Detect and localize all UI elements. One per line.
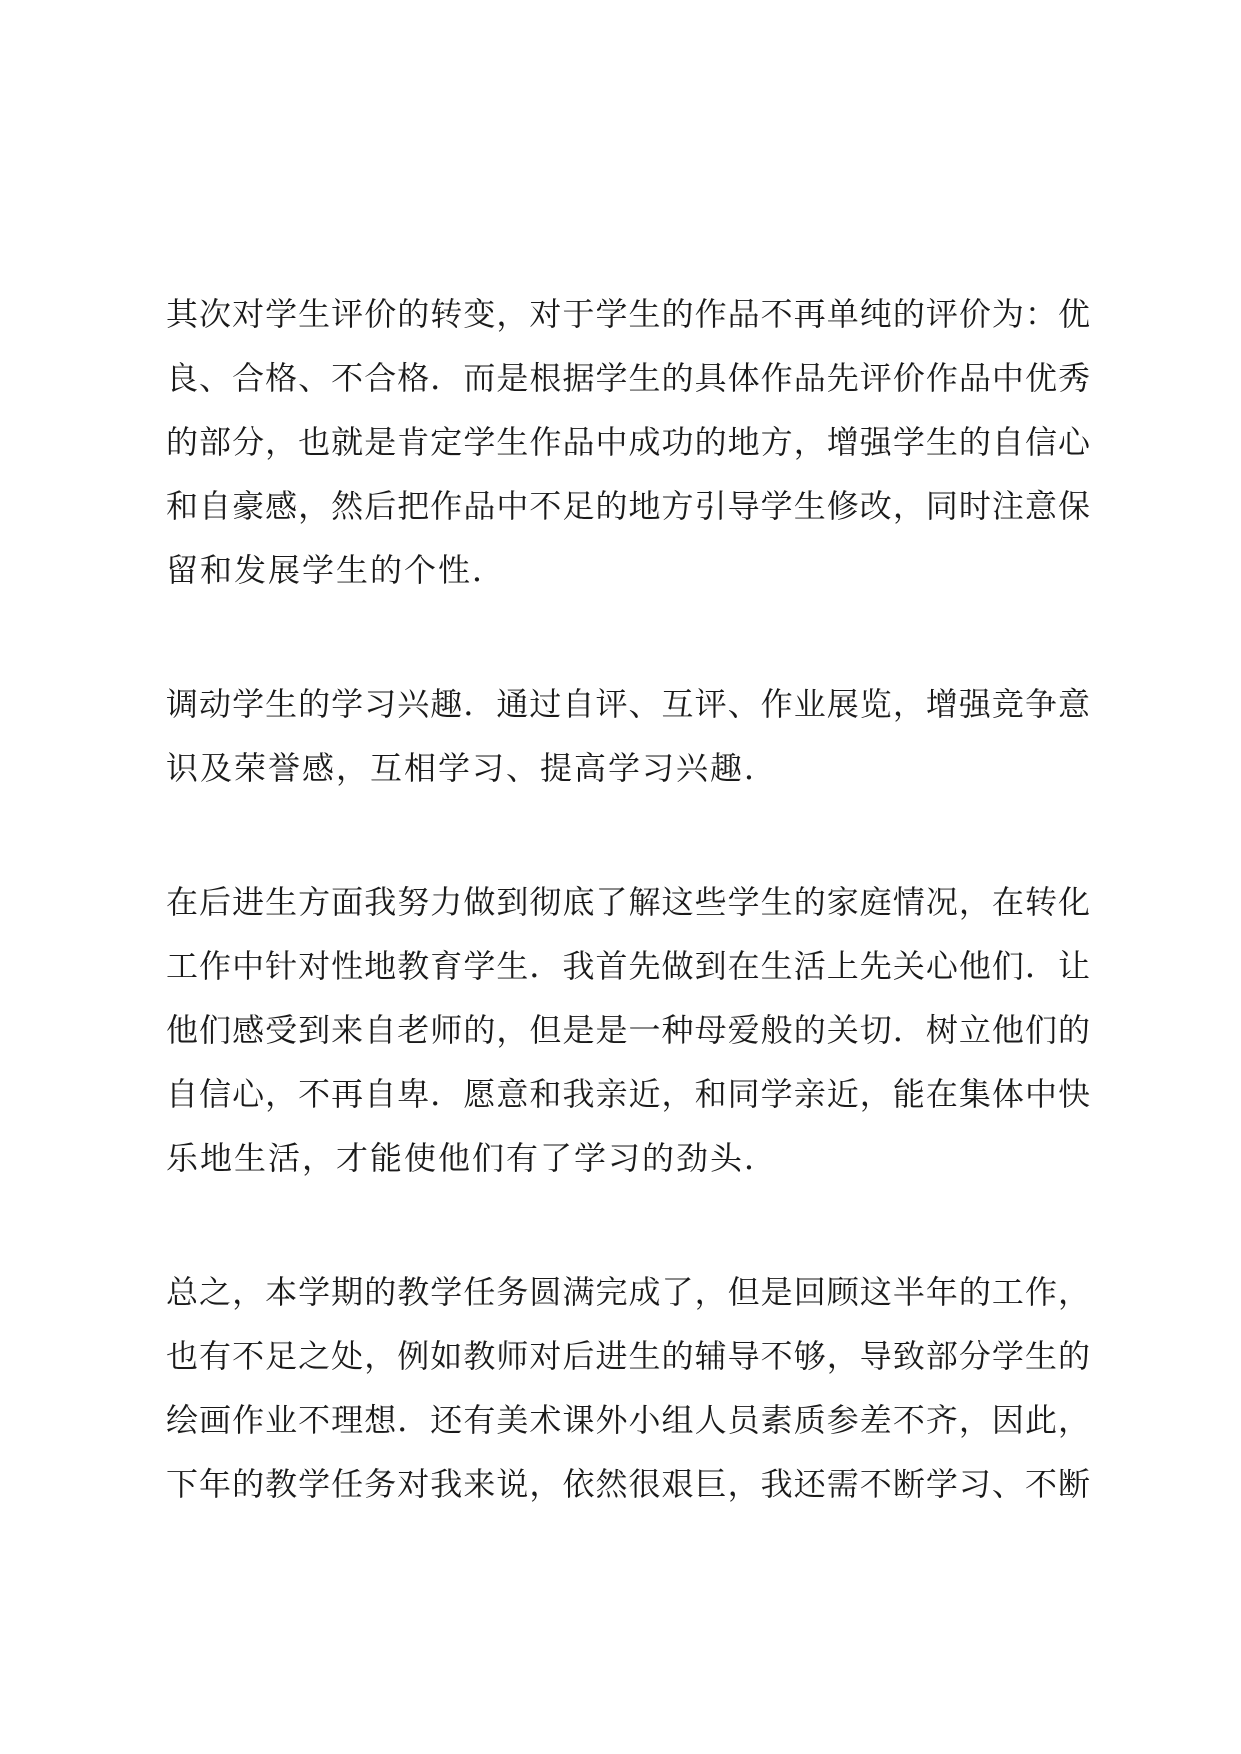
text-line: 的部分，也就是肯定学生作品中成功的地方，增强学生的自信心 [166, 423, 1092, 461]
text-line: 总之，本学期的教学任务圆满完成了，但是回顾这半年的工作， [166, 1273, 1092, 1311]
text-line: 绘画作业不理想．还有美术课外小组人员素质参差不齐，因此， [166, 1401, 1092, 1439]
text-line: 调动学生的学习兴趣．通过自评、互评、作业展览，增强竞争意 [166, 685, 1092, 723]
paragraph-interest [166, 672, 1090, 800]
text-line: 自信心，不再自卑．愿意和我亲近，和同学亲近，能在集体中快 [166, 1075, 1092, 1113]
text-line: 识及荣誉感，互相学习、提高学习兴趣． [166, 749, 779, 787]
text-line: 良、合格、不合格．而是根据学生的具体作品先评价作品中优秀 [166, 359, 1092, 397]
text-line: 他们感受到来自老师的，但是是一种母爱般的关切．树立他们的 [166, 1011, 1092, 1049]
text-line: 工作中针对性地教育学生．我首先做到在生活上先关心他们．让 [166, 947, 1092, 985]
text-line: 下年的教学任务对我来说，依然很艰巨，我还需不断学习、不断 [166, 1465, 1092, 1503]
paragraph-struggling-students [166, 870, 1090, 1190]
text-line: 在后进生方面我努力做到彻底了解这些学生的家庭情况，在转化 [166, 883, 1092, 921]
text-line: 和自豪感，然后把作品中不足的地方引导学生修改，同时注意保 [166, 487, 1092, 525]
document-body [166, 282, 1090, 1586]
text-line: 也有不足之处，例如教师对后进生的辅导不够，导致部分学生的 [166, 1337, 1092, 1375]
text-line: 乐地生活，才能使他们有了学习的劲头． [166, 1139, 779, 1177]
text-line: 其次对学生评价的转变，对于学生的作品不再单纯的评价为：优 [166, 295, 1092, 333]
paragraph-summary [166, 1260, 1090, 1516]
text-line: 留和发展学生的个性． [166, 551, 507, 589]
paragraph-evaluation [166, 282, 1090, 602]
